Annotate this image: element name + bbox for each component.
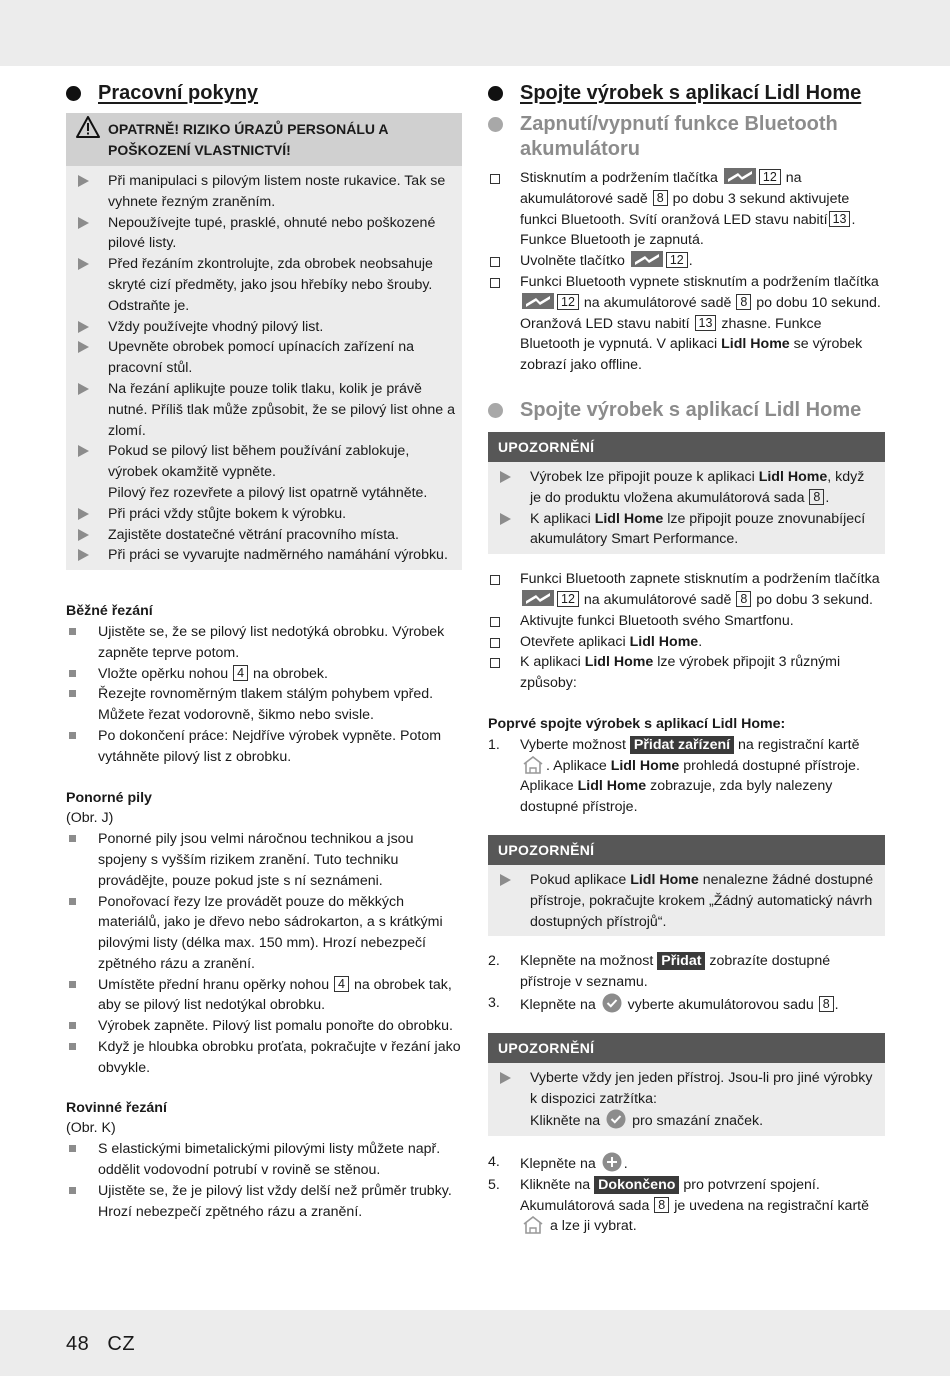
list-item: Otevřete aplikaci Lidl Home.	[488, 632, 885, 653]
heading-first-connect: Poprvé spojte výrobek s aplikací Lidl Home:	[488, 715, 786, 732]
normal-cutting-list	[66, 622, 462, 768]
warning-box	[66, 113, 462, 570]
note-heading: UPOZORNĚNÍ	[488, 835, 885, 865]
list-item: Zajistěte dostatečné větrání pracovního místa.	[76, 525, 462, 546]
page-number: 48 CZ	[66, 1333, 136, 1355]
add-device-label: Přidat zařízení	[630, 736, 734, 754]
warning-heading-text: OPATRNĚ! RIZIKO ÚRAZŮ PERSONÁLU A POŠKOZENÍ VLASTNICTVÍ!	[108, 121, 388, 158]
list-item: Pokud se pilový list během používání zablokuje, výrobek okamžitě vypněte. Pilový řez rozevřete a pilový list opatrně vytáhněte.	[76, 441, 462, 503]
list-item: Ujistěte se, že je pilový list vždy delší než průměr trubky. Hrozí nebezpečí zpětného rázu a zranění.	[66, 1181, 462, 1223]
note-heading: UPOZORNĚNÍ	[488, 1033, 885, 1063]
check-circle-icon	[602, 993, 622, 1013]
ref-number: 4	[233, 665, 248, 681]
flush-list	[66, 1139, 462, 1222]
list-item: Upevněte obrobek pomocí upínacích zařízení na pracovní stůl.	[76, 337, 462, 379]
list-item: Výrobek lze připojit pouze k aplikaci Lidl Home, když je do produktu vložena akumulátorová sada 8 .	[498, 467, 875, 509]
add-label: Přidat	[657, 952, 705, 970]
ref-number: 4	[334, 976, 349, 992]
list-item: Ujistěte se, že se pilový list nedotýká obrobku. Výrobek zapněte teprve potom.	[66, 622, 462, 664]
list-item: Když je hloubka obrobku proťata, pokračujte v řezání jako obvykle.	[66, 1037, 462, 1079]
bluetooth-button-icon	[522, 293, 554, 309]
list-item: Pokud aplikace Lidl Home nenalezne žádné dostupné přístroje, pokračujte krokem „Žádný automatický návrh dostupných přístrojů“.	[498, 870, 875, 932]
list-item: K aplikaci Lidl Home lze připojit pouze znovunabíjecí akumulátory Smart Performance.	[498, 509, 875, 551]
plunge-list	[66, 829, 462, 1079]
note-box-3	[488, 1033, 885, 1136]
bluetooth-button-icon	[522, 590, 554, 606]
bottom-band	[0, 1310, 950, 1376]
ref-number: 12	[666, 252, 688, 268]
heading-normal-cutting: Běžné řezání	[66, 603, 153, 620]
ref-number: 12	[557, 294, 579, 310]
warning-heading	[66, 113, 462, 166]
list-item: 4. Klepněte na .	[488, 1154, 628, 1173]
list-item: Výrobek zapněte. Pilový list pomalu ponořte do obrobku.	[66, 1016, 462, 1037]
section-title-work-instructions: Pracovní pokyny	[66, 80, 462, 106]
right-column	[488, 80, 885, 1237]
list-item: Vložte opěrku nohou 4 na obrobek.	[66, 664, 462, 685]
bluetooth-button-icon	[724, 168, 756, 184]
list-item: Při práci se vyvarujte nadměrného namáhání výrobku.	[76, 545, 462, 566]
first-connect-steps-2	[488, 951, 885, 1015]
note-box-1	[488, 432, 885, 554]
list-item: Na řezání aplikujte pouze tolik tlaku, kolik je právě nutné. Příliš tlak může způsobit, že se pilový list ohne a zlomí.	[76, 379, 462, 441]
ref-number: 13	[695, 315, 717, 331]
subsection-connect-app: Spojte výrobek s aplikací Lidl Home	[488, 398, 885, 423]
list-item: Ponorné pily jsou velmi náročnou technikou a jsou spojeny s vyšším rizikem zranění. Tuto techniku provádějte, pouze pokud jste s ní seznámeni.	[66, 829, 462, 891]
list-item: Řezejte rovnoměrným tlakem stálým pohybem vpřed. Můžete řezat vodorovně, šikmo nebo svisle.	[66, 684, 462, 726]
plus-circle-icon	[602, 1152, 622, 1172]
ref-number: 8	[654, 1197, 669, 1213]
list-item: Před řezáním zkontrolujte, zda obrobek neobsahuje skryté cizí předměty, jako jsou hřebíky nebo šrouby. Odstraňte je.	[76, 254, 462, 316]
list-item: S elastickými bimetalickými pilovými listy můžete např. oddělit vodovodní potrubí v rovině se stěnou.	[66, 1139, 462, 1181]
first-connect-steps	[488, 735, 885, 818]
list-item: Nepoužívejte tupé, prasklé, ohnuté nebo poškozené pilové listy.	[76, 213, 462, 255]
list-item: Při manipulaci s pilovým listem noste rukavice. Tak se vyhnete řezným zraněním.	[76, 171, 462, 213]
warning-triangle-icon	[76, 116, 100, 138]
section-title-connect-app: Spojte výrobek s aplikací Lidl Home	[488, 80, 885, 106]
note-heading: UPOZORNĚNÍ	[488, 432, 885, 462]
home-tab-icon	[522, 756, 544, 774]
check-circle-icon	[606, 1109, 626, 1129]
home-tab-icon	[522, 1216, 544, 1234]
ref-number: 8	[653, 190, 668, 206]
list-item: Funkci Bluetooth vypnete stisknutím a podržením tlačítka 12 na akumulátorové sadě 8 po dobu 10 sekund. Oranžová LED stavu nabití 13 zhasne. Funkce Bluetooth je vypnutá. V aplikaci Lidl Home se výrobek zobrazí jako offline.	[488, 272, 885, 376]
list-item: 2. Klepněte na možnost Přidat zobrazíte dostupné přístroje v seznamu.	[488, 953, 831, 991]
figure-ref-k: (Obr. K)	[66, 1120, 116, 1137]
list-item: 1. Vyberte možnost Přidat zařízení na registrační kartě . Aplikace Lidl Home prohledá dostupné přístroje. Aplikace Lidl Home zobrazuje, zda byly nalezeny dostupné přístroje.	[488, 736, 860, 816]
ref-number: 8	[809, 489, 824, 505]
list-item: Umístěte přední hranu opěrky nohou 4 na obrobek tak, aby se pilový list nedotýkal obrobku.	[66, 975, 462, 1017]
list-item: Ponořovací řezy lze provádět pouze do měkkých materiálů, jako je dřevo nebo sádrokarton, a s krátkými pilovými listy (délka max. 150 mm). Hrozí nebezpečí zpětného rázu a zranění.	[66, 892, 462, 975]
list-item: Vyberte vždy jen jeden přístroj. Jsou-li pro jiné výrobky k dispozici zatržítka: Klikněte na pro smazání značek.	[498, 1068, 875, 1132]
subsection-bluetooth-toggle: Zapnutí/vypnutí funkce Bluetooth akumulátoru	[488, 112, 885, 162]
top-band	[0, 0, 950, 66]
list-item: Vždy používejte vhodný pilový list.	[76, 317, 462, 338]
bluetooth-steps	[488, 168, 885, 376]
list-item: Funkci Bluetooth zapnete stisknutím a podržením tlačítka 12 na akumulátorové sadě 8 po dobu 3 sekund.	[488, 569, 885, 611]
done-label: Dokončeno	[594, 1176, 679, 1194]
list-item: K aplikaci Lidl Home lze výrobek připojit 3 různými způsoby:	[488, 652, 885, 694]
list-item: Při práci vždy stůjte bokem k výrobku.	[76, 504, 462, 525]
figure-ref-j: (Obr. J)	[66, 810, 114, 827]
ref-number: 12	[557, 591, 579, 607]
first-connect-steps-3	[488, 1152, 885, 1237]
note-box-2	[488, 835, 885, 936]
ref-number: 12	[759, 169, 781, 185]
list-item: Po dokončení práce: Nejdříve výrobek vypněte. Potom vytáhněte pilový list z obrobku.	[66, 726, 462, 768]
bluetooth-button-icon	[631, 251, 663, 267]
list-item: Stisknutím a podržením tlačítka 12 na akumulátorové sadě 8 po dobu 3 sekund aktivujete funkci Bluetooth. Svítí oranžová LED stavu nabití 13 . Funkce Bluetooth je zapnutá.	[488, 168, 885, 251]
ref-number: 8	[736, 294, 751, 310]
heading-flush-cutting: Rovinné řezání	[66, 1099, 167, 1116]
list-item: Aktivujte funkci Bluetooth svého Smartfonu.	[488, 611, 885, 632]
warning-list	[76, 171, 462, 566]
connect-steps	[488, 569, 885, 694]
ref-number: 8	[736, 591, 751, 607]
list-item: 5. Klikněte na Dokončeno pro potvrzení spojení. Akumulátorová sada 8 je uvedena na registrační kartě a lze ji vybrat.	[488, 1176, 870, 1235]
list-item: 3. Klepněte na vyberte akumulátorovou sadu 8 .	[488, 994, 839, 1013]
ref-number: 13	[829, 211, 851, 227]
heading-plunge-saws: Ponorné pily	[66, 789, 152, 806]
ref-number: 8	[819, 996, 834, 1012]
list-item: Uvolněte tlačítko 12 .	[488, 251, 885, 272]
left-column	[66, 80, 462, 1222]
